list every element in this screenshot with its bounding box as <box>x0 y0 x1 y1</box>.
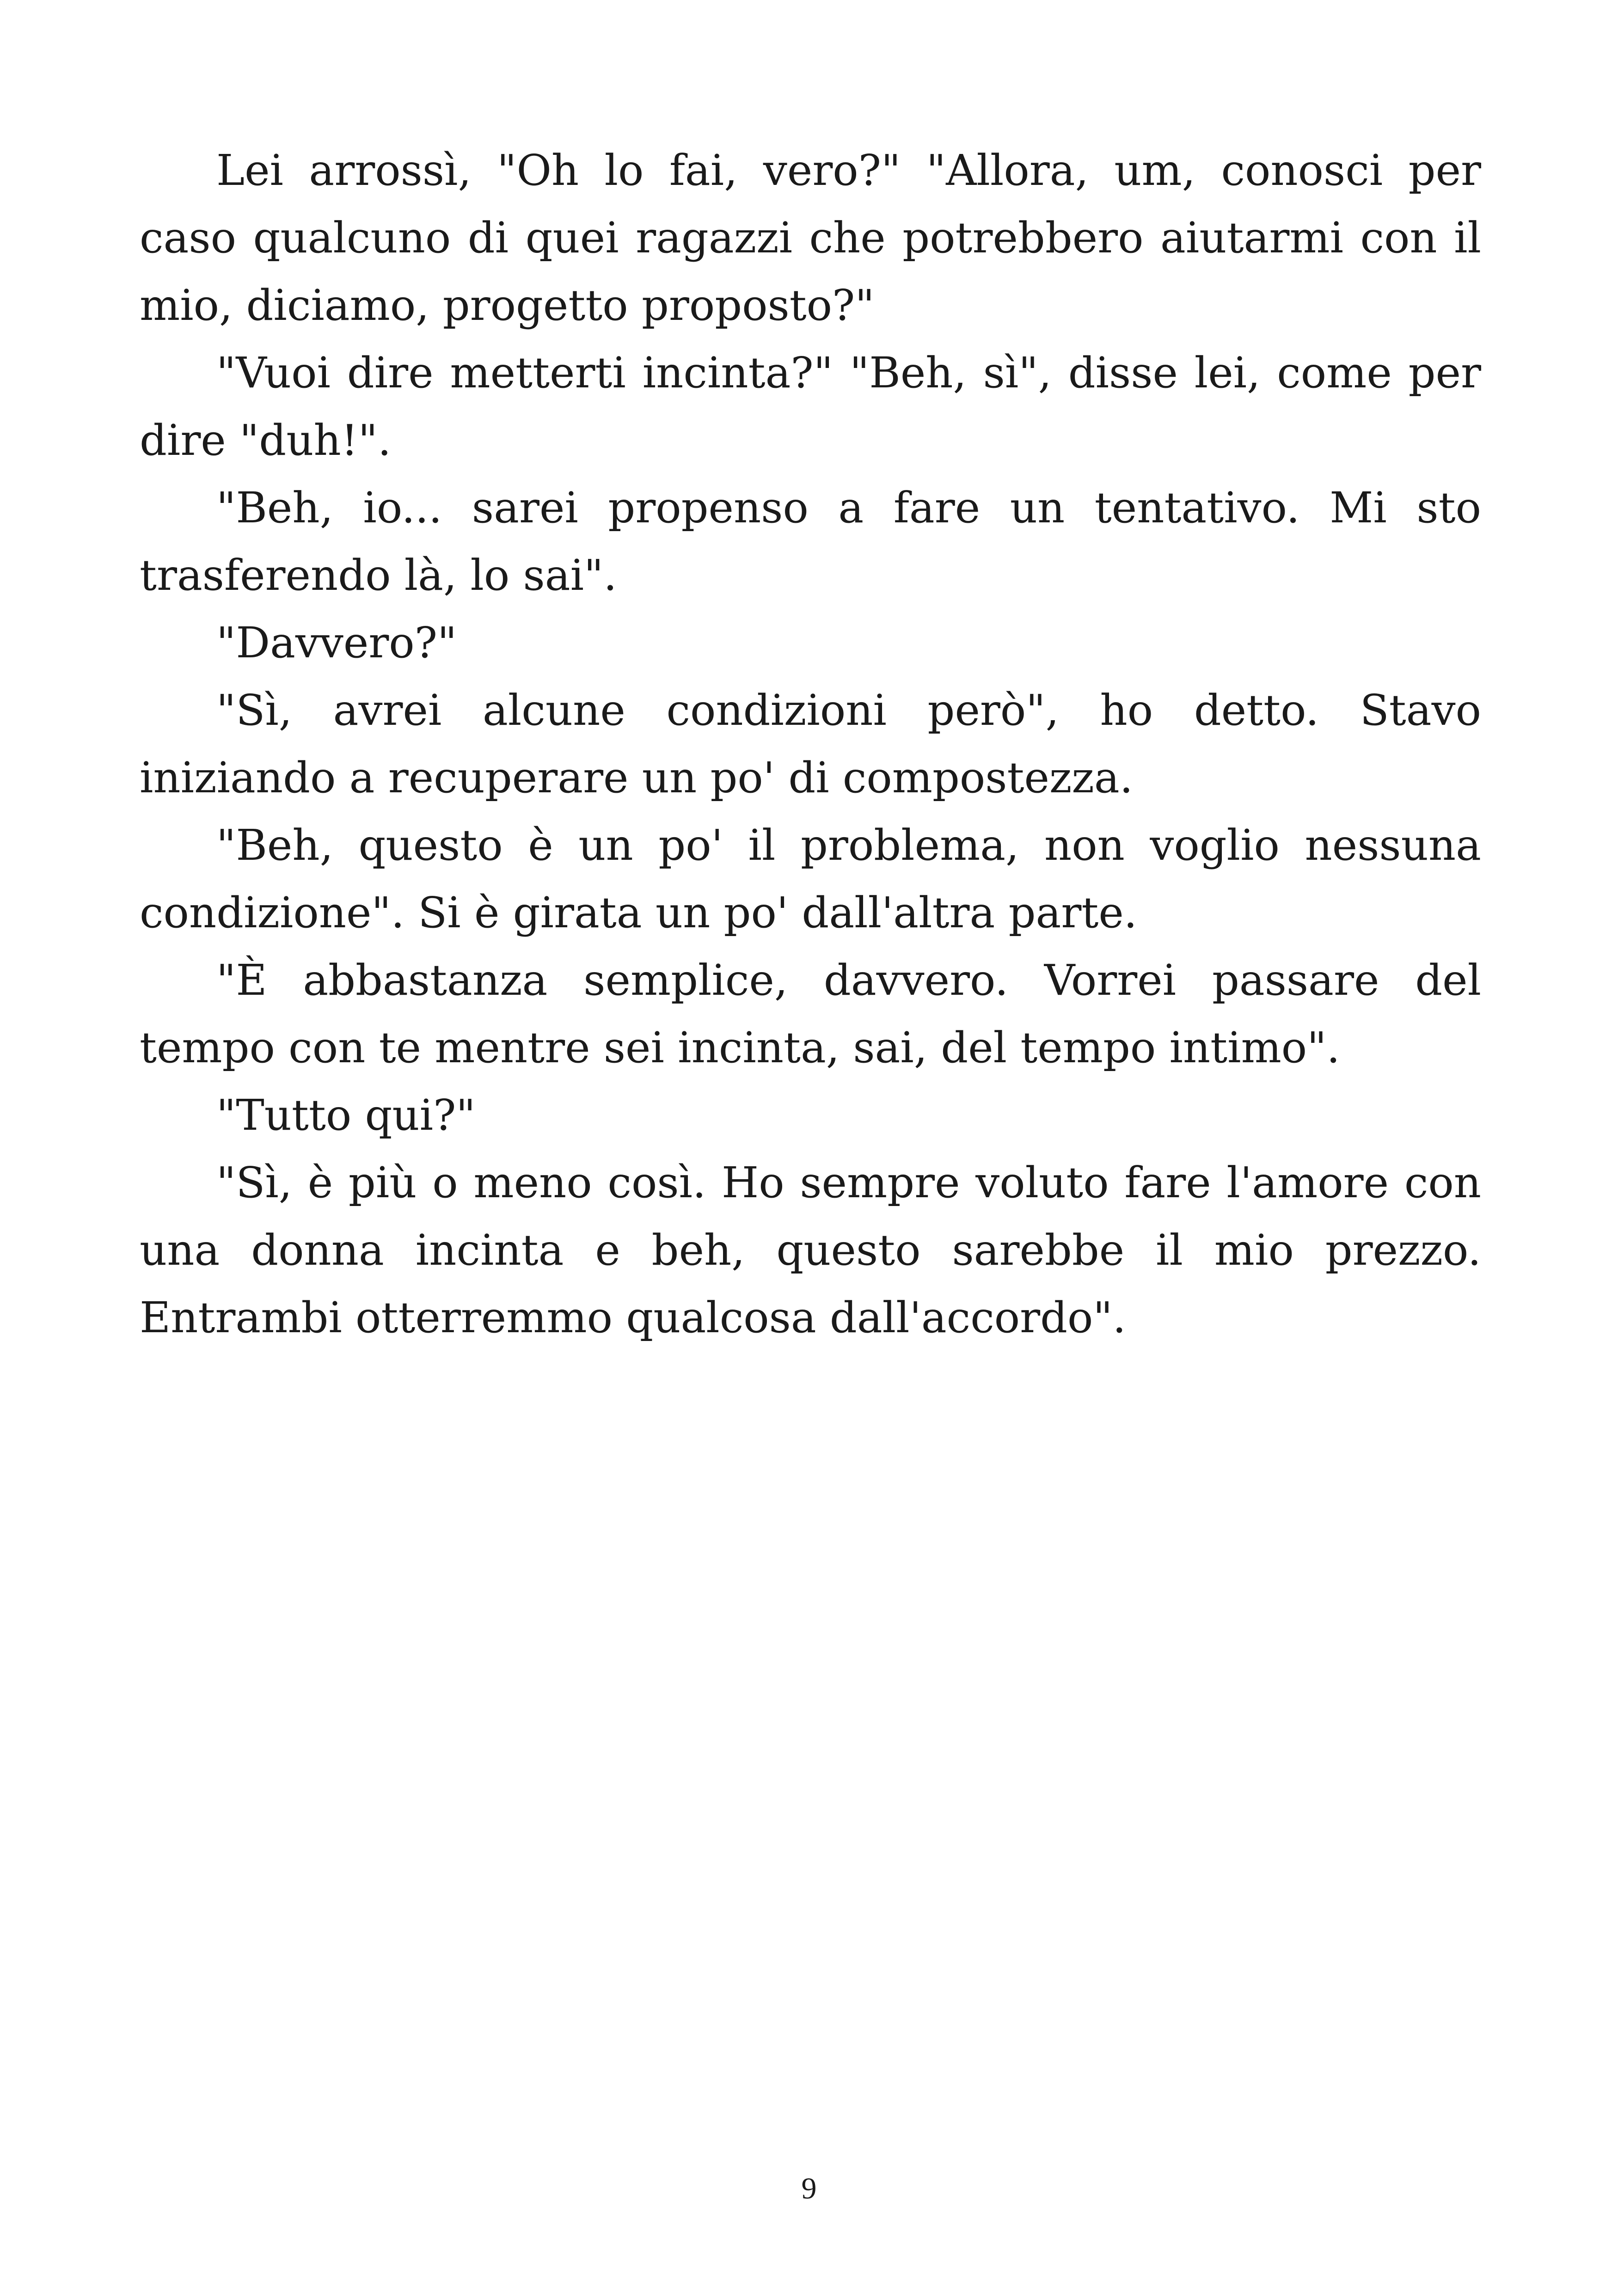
paragraph-4: "Davvero?" <box>216 618 457 667</box>
paragraph-7: "È abbastanza semplice, davvero. Vorrei passare del tempo con te mentre sei incinta, sai, del tempo intimo". <box>140 955 1481 1072</box>
page-number: 9 <box>801 2172 817 2205</box>
paragraph-5: "Sì, avrei alcune condizioni però", ho detto. Stavo iniziando a recuperare un po' di compostezza. <box>140 686 1481 802</box>
body-text <box>140 137 1481 1352</box>
paragraph-6: "Beh, questo è un po' il problema, non voglio nessuna condizione". Si è girata un po' dall'altra parte. <box>140 820 1481 937</box>
paragraph-2: "Vuoi dire metterti incinta?" "Beh, sì", disse lei, come per dire "duh!". <box>140 348 1481 465</box>
paragraph-3: "Beh, io... sarei propenso a fare un tentativo. Mi sto trasferendo là, lo sai". <box>140 483 1481 600</box>
paragraph-8: "Tutto qui?" <box>216 1090 476 1140</box>
paragraph-9: "Sì, è più o meno così. Ho sempre voluto fare l'amore con una donna incinta e beh, questo sarebbe il mio prezzo. Entrambi otterremmo qualcosa dall'accordo". <box>140 1158 1481 1342</box>
paragraph-1: Lei arrossì, "Oh lo fai, vero?" "Allora, um, conosci per caso qualcuno di quei ragazzi che potrebbero aiutarmi con il mio, diciamo, progetto proposto?" <box>140 146 1481 330</box>
